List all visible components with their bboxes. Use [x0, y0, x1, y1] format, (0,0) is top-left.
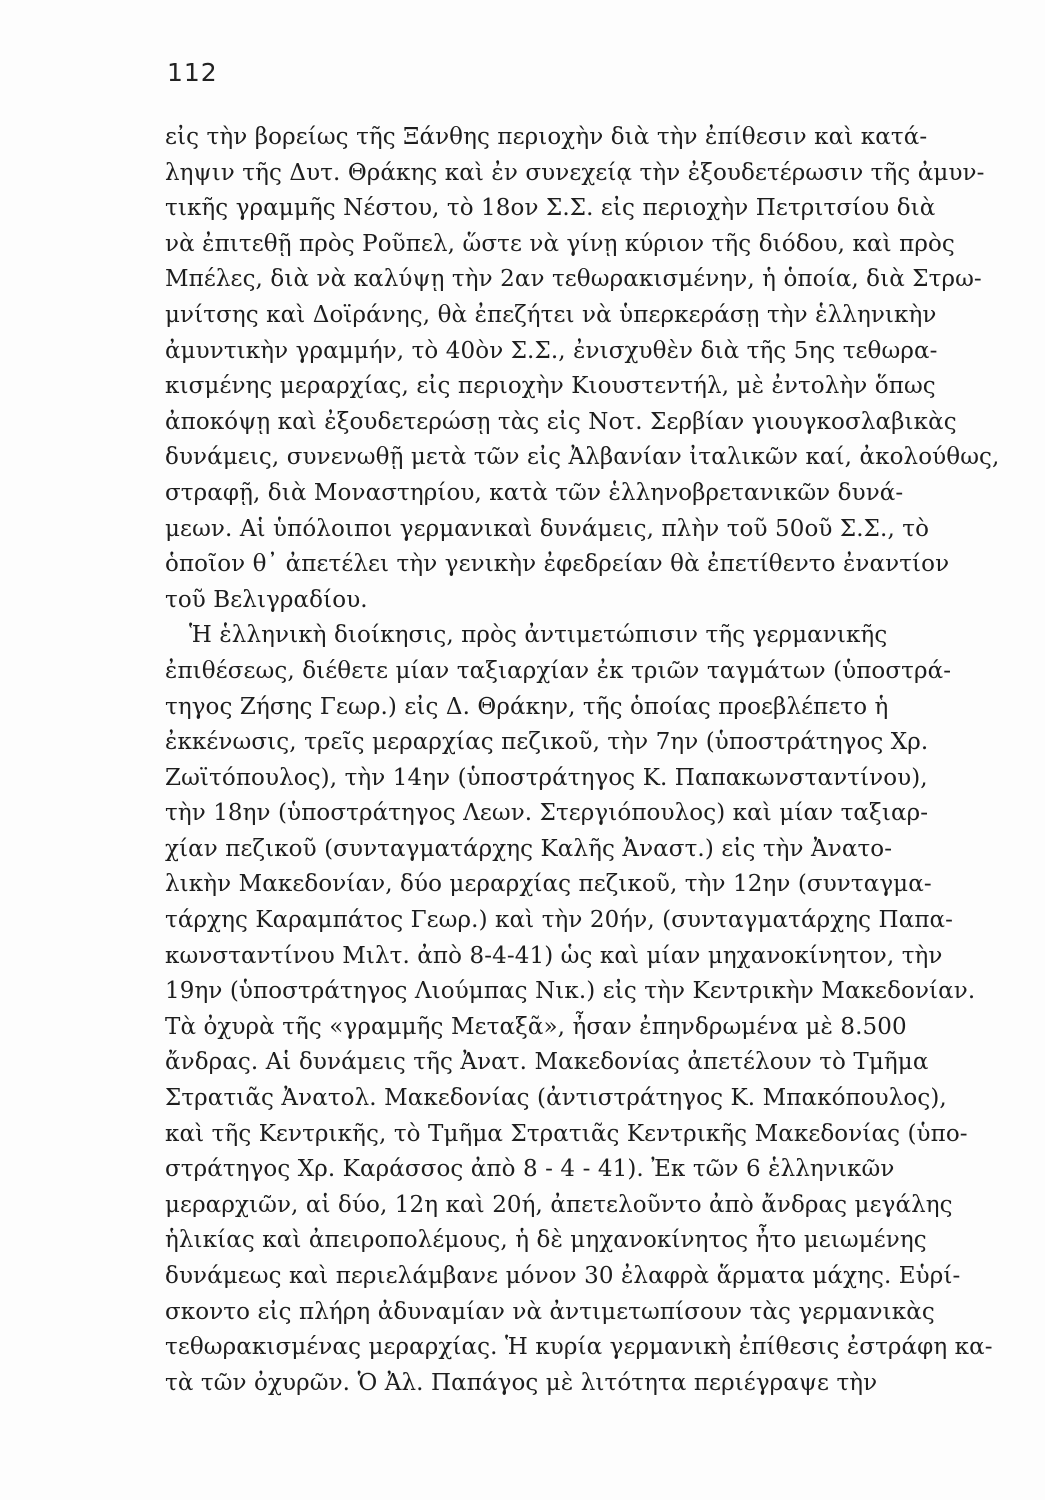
text-line: Στρατιᾶς Ἀνατολ. Μακεδονίας (ἀντιστράτηγος Κ. Μπακόπουλος), — [165, 1085, 947, 1112]
text-line: καὶ τῆς Κεντρικῆς, τὸ Τμῆμα Στρατιᾶς Κεντρικῆς Μακεδονίας (ὑπο- — [165, 1120, 968, 1147]
text-line: ἄνδρας. Αἱ δυνάμεις τῆς Ἀνατ. Μακεδονίας ἀπετέλουν τὸ Τμῆμα — [165, 1049, 929, 1076]
text-line: νὰ ἐπιτεθῇ πρὸς Ροῦπελ, ὥστε νὰ γίνῃ κύριον τῆς διόδου, καὶ πρὸς — [165, 230, 955, 257]
text-line: κωνσταντίνου Μιλτ. ἀπὸ 8-4-41) ὡς καὶ μίαν μηχανοκίνητον, τὴν — [165, 942, 943, 969]
text-line: Τὰ ὀχυρὰ τῆς «γραμμῆς Μεταξᾶ», ἦσαν ἐπηνδρωμένα μὲ 8.500 — [165, 1013, 907, 1040]
text-line: μνίτσης καὶ Δοϊράνης, θὰ ἐπεζήτει νὰ ὑπερκεράσῃ τὴν ἑλληνικὴν — [165, 301, 937, 328]
text-line: δυνάμεις, συνενωθῇ μετὰ τῶν εἰς Ἀλβανίαν ἰταλικῶν καί, ἀκολούθως, — [165, 444, 1000, 471]
text-line: τεθωρακισμένας μεραρχίας. Ἡ κυρία γερμανικὴ ἐπίθεσις ἐστράφη κα- — [165, 1334, 993, 1361]
text-line: τηγος Ζήσης Γεωρ.) εἰς Δ. Θράκην, τῆς ὁποίας προεβλέπετο ἡ — [165, 693, 889, 720]
body-text — [165, 120, 1035, 1401]
text-line: κισμένης μεραρχίας, εἰς περιοχὴν Κιουστεντήλ, μὲ ἐντολὴν ὅπως — [165, 373, 936, 400]
text-line: τὴν 18ην (ὑποστράτηγος Λεων. Στεργιόπουλος) καὶ μίαν ταξιαρ- — [165, 800, 929, 827]
text-line: τάρχης Καραμπάτος Γεωρ.) καὶ τὴν 20ήν, (συνταγματάρχης Παπα- — [165, 907, 954, 934]
text-line: δυνάμεως καὶ περιελάμβανε μόνον 30 ἐλαφρὰ ἅρματα μάχης. Εὑρί- — [165, 1263, 961, 1289]
text-line: ὁποῖον θ᾽ ἀπετέλει τὴν γενικὴν ἐφεδρείαν θὰ ἐπετίθεντο ἐναντίον — [165, 551, 950, 578]
text-line: στράτηγος Χρ. Καράσσος ἀπὸ 8 - 4 - 41). Ἐκ τῶν 6 ἑλληνικῶν — [165, 1156, 895, 1183]
text-line: Μπέλες, διὰ νὰ καλύψῃ τὴν 2αν τεθωρακισμένην, ἡ ὁποία, διὰ Στρω- — [165, 266, 982, 293]
text-line: ἐπιθέσεως, διέθετε μίαν ταξιαρχίαν ἐκ τριῶν ταγμάτων (ὑποστρά- — [165, 657, 952, 684]
text-line: ἐκκένωσις, τρεῖς μεραρχίας πεζικοῦ, τὴν 7ην (ὑποστράτηγος Χρ. — [165, 729, 929, 756]
text-line: μεων. Αἱ ὑπόλοιποι γερμανικαὶ δυνάμεις, πλὴν τοῦ 50οῦ Σ.Σ., τὸ — [165, 515, 930, 542]
text-line: τὰ τῶν ὀχυρῶν. Ὁ Ἀλ. Παπάγος μὲ λιτότητα περιέγραψε τὴν — [165, 1369, 878, 1396]
text-line: τικῆς γραμμῆς Νέστου, τὸ 18ον Σ.Σ. εἰς περιοχὴν Πετριτσίου διὰ — [165, 195, 936, 222]
text-line: τοῦ Βελιγραδίου. — [165, 586, 368, 613]
text-line: ληψιν τῆς Δυτ. Θράκης καὶ ἐν συνεχείᾳ τὴν ἐξουδετέρωσιν τῆς ἀμυν- — [165, 159, 985, 186]
text-line: Ζωϊτόπουλος), τὴν 14ην (ὑποστράτηγος Κ. Παπακωνσταντίνου), — [165, 764, 928, 791]
text-line: ἀποκόψῃ καὶ ἐξουδετερώσῃ τὰς εἰς Νοτ. Σερβίαν γιουγκοσλαβικὰς — [165, 408, 957, 435]
text-line: λικὴν Μακεδονίαν, δύο μεραρχίας πεζικοῦ, τὴν 12ην (συνταγμα- — [165, 871, 932, 898]
text-line: εἰς τὴν βορείως τῆς Ξάνθης περιοχὴν διὰ τὴν ἐπίθεσιν καὶ κατά- — [165, 124, 928, 150]
text-line: στραφῇ, διὰ Μοναστηρίου, κατὰ τῶν ἑλληνοβρετανικῶν δυνά- — [165, 479, 904, 506]
paragraph-start-line: Ἡ ἑλληνικὴ διοίκησις, πρὸς ἀντιμετώπισιν τῆς γερμανικῆς — [189, 622, 888, 649]
text-line: μεραρχιῶν, αἱ δύο, 12η καὶ 20ή, ἀπετελοῦντο ἀπὸ ἄνδρας μεγάλης — [165, 1191, 953, 1218]
page-number: 112 — [167, 58, 218, 87]
text-line: χίαν πεζικοῦ (συνταγματάρχης Καλῆς Ἀναστ.) εἰς τὴν Ἀνατο- — [165, 835, 893, 862]
text-line: 19ην (ὑποστράτηγος Λιούμπας Νικ.) εἰς τὴν Κεντρικὴν Μακεδονίαν. — [165, 978, 976, 1005]
text-line: ἀμυντικὴν γραμμήν, τὸ 40ὸν Σ.Σ., ἐνισχυθὲν διὰ τῆς 5ης τεθωρα- — [165, 337, 938, 364]
text-line: σκοντο εἰς πλήρη ἀδυναμίαν νὰ ἀντιμετωπίσουν τὰς γερμανικὰς — [165, 1298, 935, 1325]
text-line: ἡλικίας καὶ ἀπειροπολέμους, ἡ δὲ μηχανοκίνητος ἦτο μειωμένης — [165, 1227, 927, 1254]
